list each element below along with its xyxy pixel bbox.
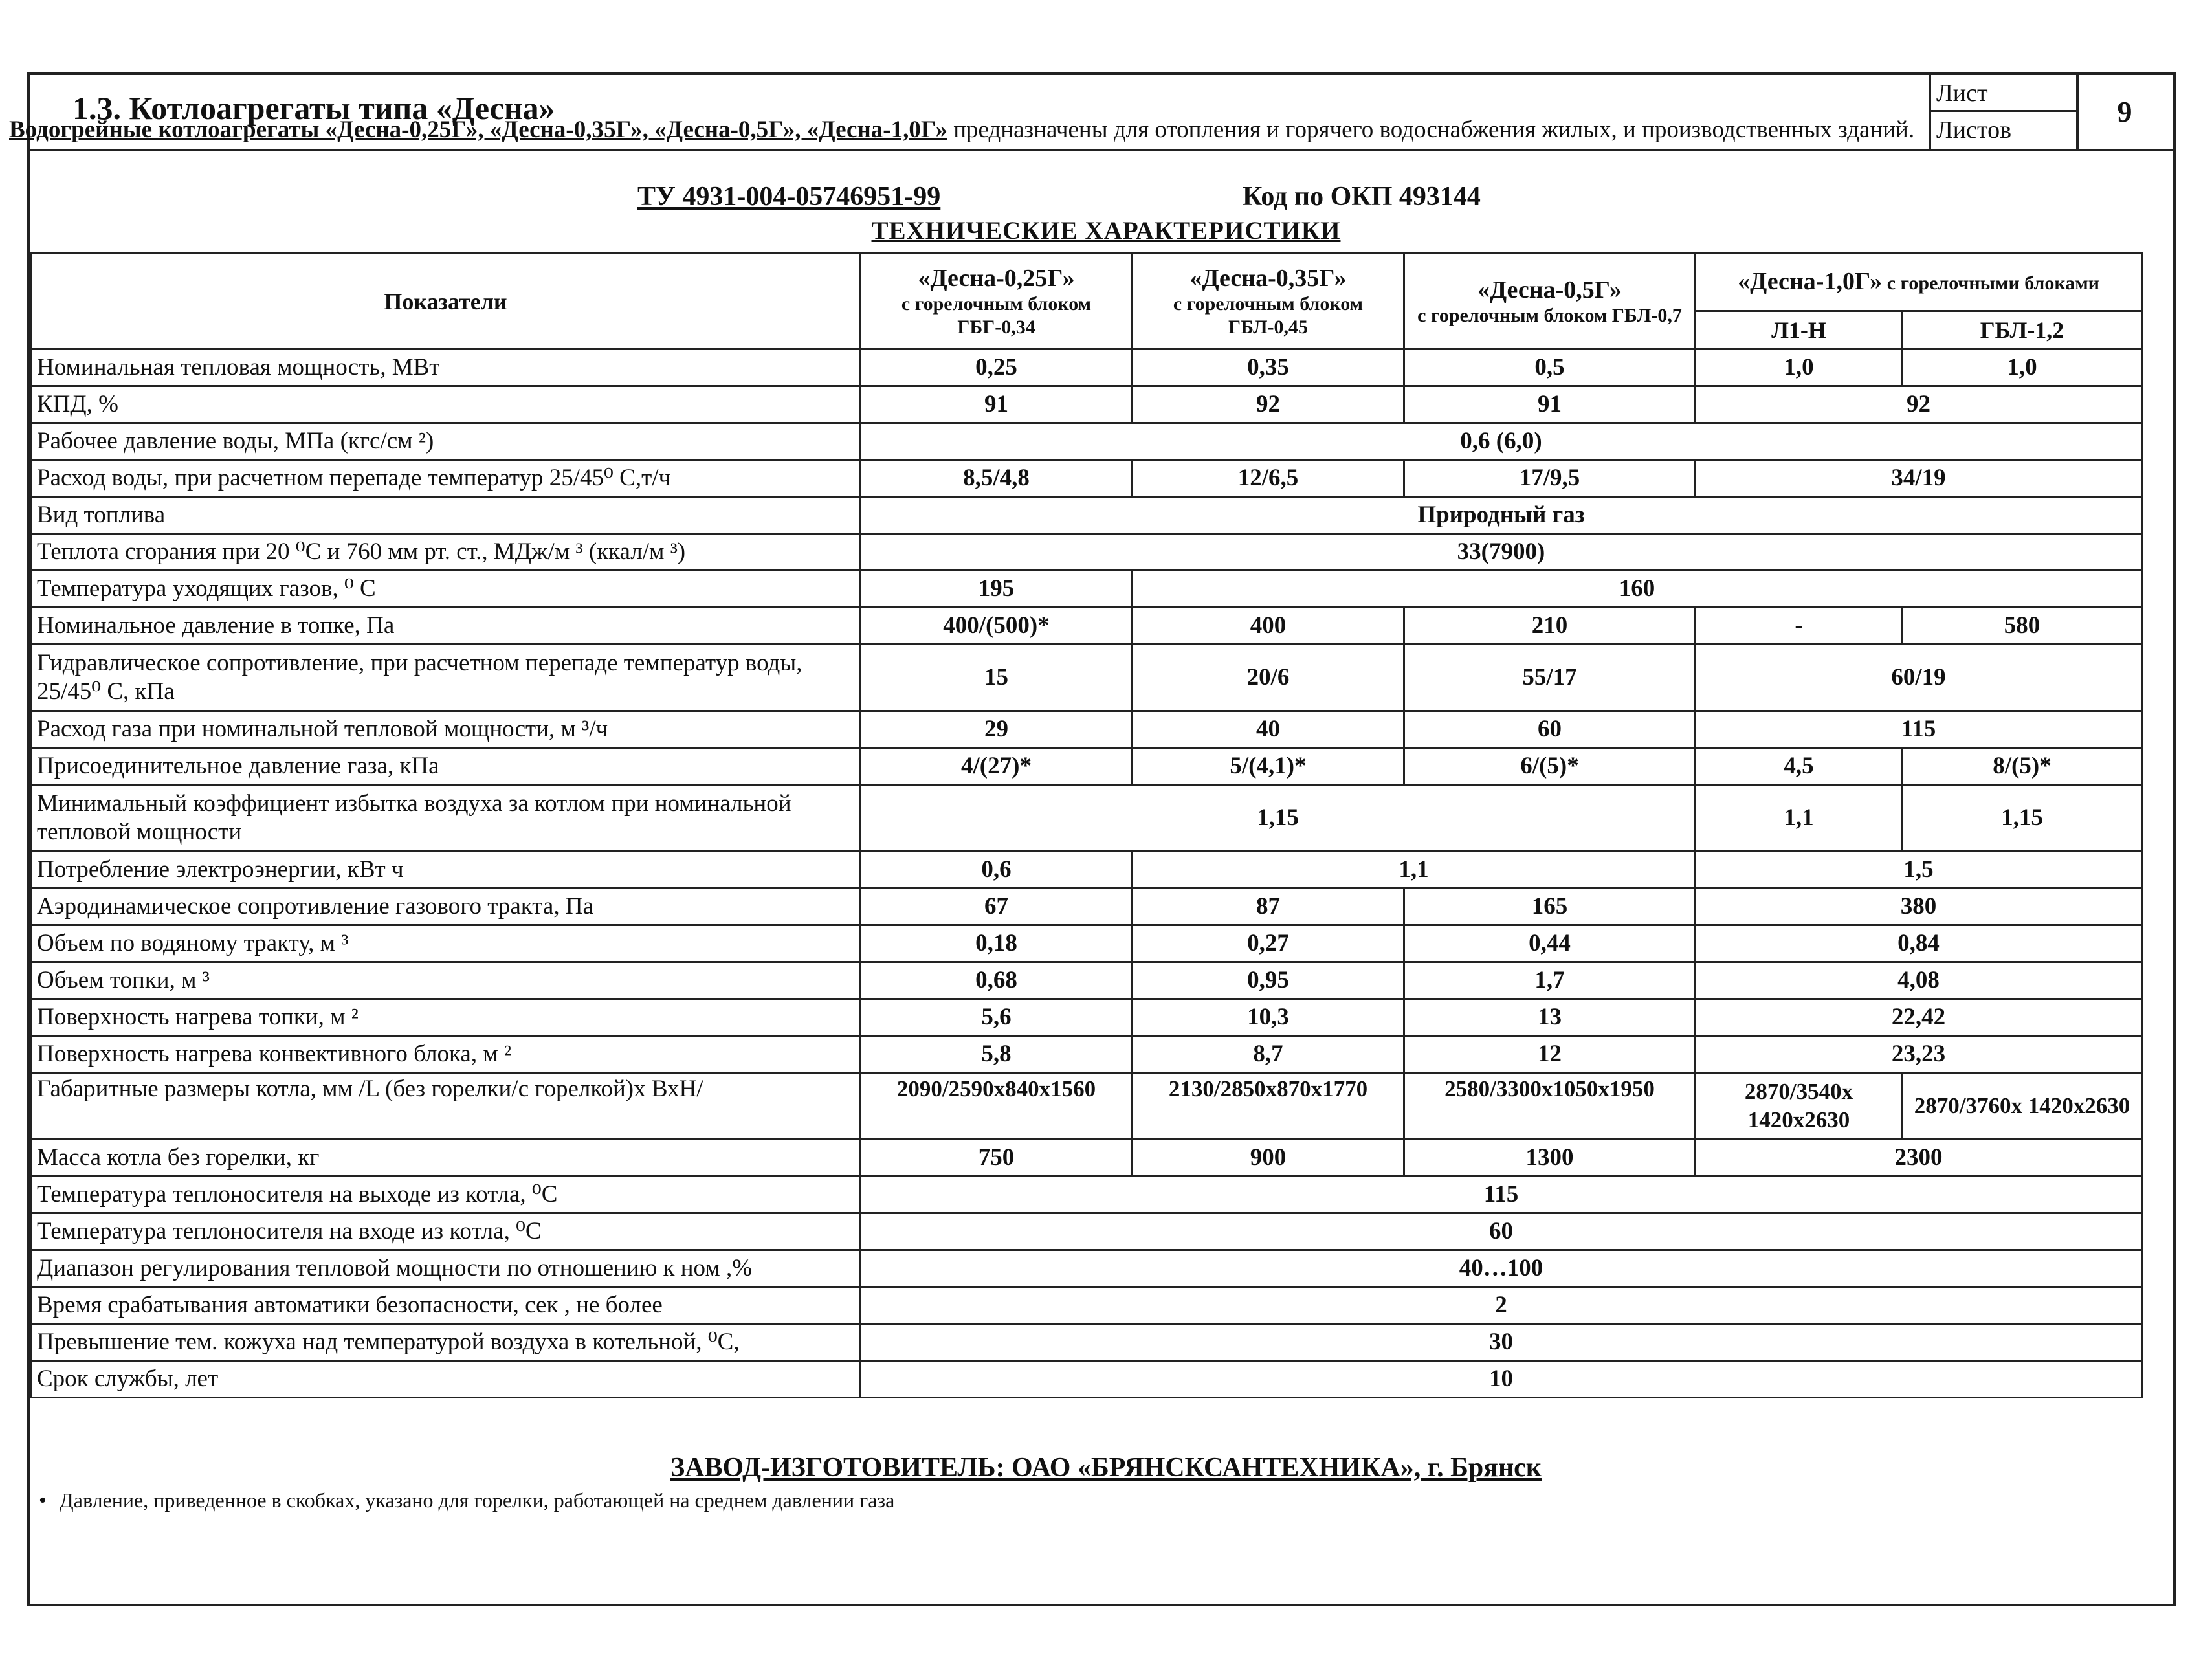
- row-name: Поверхность нагрева конвективного блока, м ²: [31, 1036, 861, 1073]
- table-row: [31, 785, 2142, 852]
- col-header-desna-10: [1696, 254, 2142, 311]
- cell-value: 195: [861, 571, 1133, 608]
- intro-text: предназначены для отопления и горячего водоснабжения жилых, и производственных зданий.: [947, 116, 1915, 143]
- row-name: Объем топки, м ³: [31, 962, 861, 999]
- h1-sub: с горелочным блоком ГБГ-0,34: [901, 293, 1092, 338]
- cell-value: 0,6 (6,0): [861, 423, 2142, 460]
- cell-value: 40…100: [861, 1250, 2142, 1287]
- cell-value: Природный газ: [861, 497, 2142, 534]
- cell-value: 12/6,5: [1133, 460, 1404, 497]
- h1-model: «Десна-0,25Г»: [918, 264, 1075, 292]
- codes-line: [637, 181, 1481, 212]
- sheets-label: Листов: [1931, 112, 2079, 149]
- cell-value: 580: [1903, 608, 2142, 645]
- cell-value: 20/6: [1133, 645, 1404, 711]
- cell-value: 2870/3760х 1420х2630: [1903, 1073, 2142, 1140]
- cell-value: 1300: [1404, 1140, 1696, 1177]
- cell-value: 23,23: [1696, 1036, 2142, 1073]
- cell-value: 1,1: [1696, 785, 1903, 852]
- cell-value: 2130/2850х870х1770: [1133, 1073, 1404, 1140]
- intro-paragraph: [9, 114, 2132, 146]
- row-name: КПД, %: [31, 386, 861, 423]
- row-name: Масса котла без горелки, кг: [31, 1140, 861, 1177]
- cell-value: 6/(5)*: [1404, 748, 1696, 785]
- row-name: Гидравлическое сопротивление, при расчетном перепаде температур воды, 25/45⁰ С, кПа: [31, 645, 861, 711]
- footnote-text: Давление, приведенное в скобках, указано для горелки, работающей на среднем давлении газа: [59, 1488, 895, 1512]
- cell-value: 60: [861, 1213, 2142, 1250]
- table-row: [31, 889, 2142, 925]
- table-row: [31, 1073, 2142, 1140]
- table-row: [31, 571, 2142, 608]
- cell-value: 1,15: [1903, 785, 2142, 852]
- cell-value: 91: [861, 386, 1133, 423]
- cell-value: 115: [1696, 711, 2142, 748]
- cell-value: 0,6: [861, 852, 1133, 889]
- table-row: [31, 1177, 2142, 1213]
- table-row: [31, 423, 2142, 460]
- cell-value: 380: [1696, 889, 2142, 925]
- tech-title: ТЕХНИЧЕСКИЕ ХАРАКТЕРИСТИКИ: [871, 217, 1341, 245]
- cell-value: 1,7: [1404, 962, 1696, 999]
- manufacturer-line: ЗАВОД-ИЗГОТОВИТЕЛЬ: ОАО «БРЯНСКСАНТЕХНИКА», г. Брянск: [670, 1453, 1542, 1483]
- cell-value: 0,84: [1696, 925, 2142, 962]
- table-row: [31, 1324, 2142, 1361]
- cell-value: 115: [861, 1177, 2142, 1213]
- table-row: [31, 349, 2142, 386]
- h2-sub: с горелочным блоком ГБЛ-0,45: [1173, 293, 1364, 338]
- cell-value: 0,18: [861, 925, 1133, 962]
- cell-value: 2090/2590х840х1560: [861, 1073, 1133, 1140]
- cell-value: 2: [861, 1287, 2142, 1324]
- table-row: [31, 1140, 2142, 1177]
- sheet-number: 9: [2117, 95, 2132, 128]
- cell-value: 87: [1133, 889, 1404, 925]
- cell-value: 13: [1404, 999, 1696, 1036]
- row-name: Потребление электроэнергии, кВт ч: [31, 852, 861, 889]
- cell-value: 0,27: [1133, 925, 1404, 962]
- spec-table: [30, 252, 2143, 1398]
- table-row: [31, 1361, 2142, 1398]
- row-name: Температура теплоносителя на входе из котла, ⁰С: [31, 1213, 861, 1250]
- cell-value: 400: [1133, 608, 1404, 645]
- cell-value: 1,0: [1903, 349, 2142, 386]
- row-name: Объем по водяному тракту, м ³: [31, 925, 861, 962]
- row-name: Аэродинамическое сопротивление газового тракта, Па: [31, 889, 861, 925]
- table-row: [31, 460, 2142, 497]
- footnote: [39, 1488, 894, 1513]
- cell-value: 17/9,5: [1404, 460, 1696, 497]
- row-name: Срок службы, лет: [31, 1361, 861, 1398]
- table-row: [31, 608, 2142, 645]
- h3-model: «Десна-0,5Г»: [1477, 276, 1622, 304]
- cell-value: 0,44: [1404, 925, 1696, 962]
- row-name: Рабочее давление воды, МПа (кгс/см ²): [31, 423, 861, 460]
- cell-value: 10,3: [1133, 999, 1404, 1036]
- row-name: Теплота сгорания при 20 ⁰С и 760 мм рт. ст., МДж/м ³ (ккал/м ³): [31, 534, 861, 571]
- cell-value: 8,5/4,8: [861, 460, 1133, 497]
- row-name: Температура уходящих газов, ⁰ С: [31, 571, 861, 608]
- table-row: [31, 497, 2142, 534]
- row-name: Время срабатывания автоматики безопасности, сек , не более: [31, 1287, 861, 1324]
- cell-value: 30: [861, 1324, 2142, 1361]
- cell-value: 1,1: [1133, 852, 1696, 889]
- cell-value: 55/17: [1404, 645, 1696, 711]
- bullet-icon: •: [39, 1488, 47, 1512]
- cell-value: 2870/3540х 1420х2630: [1696, 1073, 1903, 1140]
- row-name: Минимальный коэффициент избытка воздуха за котлом при номинальной тепловой мощности: [31, 785, 861, 852]
- cell-value: 0,35: [1133, 349, 1404, 386]
- cell-value: 0,68: [861, 962, 1133, 999]
- cell-value: 60: [1404, 711, 1696, 748]
- h2-model: «Десна-0,35Г»: [1189, 264, 1347, 292]
- cell-value: 22,42: [1696, 999, 2142, 1036]
- cell-value: 8,7: [1133, 1036, 1404, 1073]
- cell-value: 165: [1404, 889, 1696, 925]
- cell-value: 15: [861, 645, 1133, 711]
- cell-value: 60/19: [1696, 645, 2142, 711]
- cell-value: 91: [1404, 386, 1696, 423]
- cell-value: 5/(4,1)*: [1133, 748, 1404, 785]
- cell-value: 92: [1696, 386, 2142, 423]
- col-header-l1n: Л1-Н: [1696, 311, 1903, 349]
- table-row: [31, 925, 2142, 962]
- row-name: Температура теплоносителя на выходе из котла, ⁰С: [31, 1177, 861, 1213]
- row-name: Расход газа при номинальной тепловой мощности, м ³/ч: [31, 711, 861, 748]
- table-row: [31, 711, 2142, 748]
- cell-value: 900: [1133, 1140, 1404, 1177]
- cell-value: 210: [1404, 608, 1696, 645]
- table-row: [31, 1250, 2142, 1287]
- okp-code: Код по ОКП 493144: [1243, 182, 1481, 212]
- row-name: Вид топлива: [31, 497, 861, 534]
- cell-value: 67: [861, 889, 1133, 925]
- cell-value: 1,5: [1696, 852, 2142, 889]
- row-name: Поверхность нагрева топки, м ²: [31, 999, 861, 1036]
- cell-value: 10: [861, 1361, 2142, 1398]
- col-header-desna-05: [1404, 254, 1696, 349]
- row-name: Присоединительное давление газа, кПа: [31, 748, 861, 785]
- tu-code: ТУ 4931-004-05746951-99: [637, 182, 941, 212]
- cell-value: 2580/3300х1050х1950: [1404, 1073, 1696, 1140]
- cell-value: 5,8: [861, 1036, 1133, 1073]
- table-header-row: [31, 254, 2142, 311]
- row-name: Номинальное давление в топке, Па: [31, 608, 861, 645]
- cell-value: 750: [861, 1140, 1133, 1177]
- cell-value: 4,5: [1696, 748, 1903, 785]
- cell-value: 92: [1133, 386, 1404, 423]
- row-name: Номинальная тепловая мощность, МВт: [31, 349, 861, 386]
- row-name: Габаритные размеры котла, мм /L (без горелки/с горелкой)х ВхН/: [31, 1073, 861, 1140]
- cell-value: 12: [1404, 1036, 1696, 1073]
- table-row: [31, 962, 2142, 999]
- cell-value: 4/(27)*: [861, 748, 1133, 785]
- cell-value: 2300: [1696, 1140, 2142, 1177]
- table-row: [31, 534, 2142, 571]
- table-row: [31, 645, 2142, 711]
- h4-sub: с горелочными блоками: [1882, 272, 2099, 294]
- h4-model: «Десна-1,0Г»: [1738, 267, 1883, 295]
- cell-value: 0,25: [861, 349, 1133, 386]
- cell-value: 8/(5)*: [1903, 748, 2142, 785]
- page-title: 1.3. Котлоагрегаты типа «Десна»: [72, 90, 555, 126]
- cell-value: 1,15: [861, 785, 1696, 852]
- col-header-desna-025: [861, 254, 1133, 349]
- table-row: [31, 1036, 2142, 1073]
- cell-value: 0,95: [1133, 962, 1404, 999]
- cell-value: 0,5: [1404, 349, 1696, 386]
- table-row: [31, 1287, 2142, 1324]
- col-header-desna-035: [1133, 254, 1404, 349]
- table-row: [31, 999, 2142, 1036]
- table-row: [31, 852, 2142, 889]
- cell-value: 400/(500)*: [861, 608, 1133, 645]
- h3-sub: с горелочным блоком ГБЛ-0,7: [1417, 304, 1682, 326]
- cell-value: 40: [1133, 711, 1404, 748]
- col-indicator-header: Показатели: [31, 254, 861, 349]
- row-name: Превышение тем. кожуха над температурой воздуха в котельной, ⁰С,: [31, 1324, 861, 1361]
- cell-value: 34/19: [1696, 460, 2142, 497]
- cell-value: 1,0: [1696, 349, 1903, 386]
- cell-value: 4,08: [1696, 962, 2142, 999]
- cell-value: 29: [861, 711, 1133, 748]
- cell-value: -: [1696, 608, 1903, 645]
- table-row: [31, 1213, 2142, 1250]
- col-header-gbl12: ГБЛ-1,2: [1903, 311, 2142, 349]
- cell-value: 5,6: [861, 999, 1133, 1036]
- row-name: Расход воды, при расчетном перепаде температур 25/45⁰ С,т/ч: [31, 460, 861, 497]
- table-row: [31, 386, 2142, 423]
- table-row: [31, 748, 2142, 785]
- cell-value: 160: [1133, 571, 2142, 608]
- sheet-label: Лист: [1931, 75, 2079, 112]
- row-name: Диапазон регулирования тепловой мощности по отношению к ном ,%: [31, 1250, 861, 1287]
- intro-models: Водогрейные котлоагрегаты «Десна-0,25Г», «Десна-0,35Г», «Десна-0,5Г», «Десна-1,0Г»: [9, 116, 947, 143]
- cell-value: 33(7900): [861, 534, 2142, 571]
